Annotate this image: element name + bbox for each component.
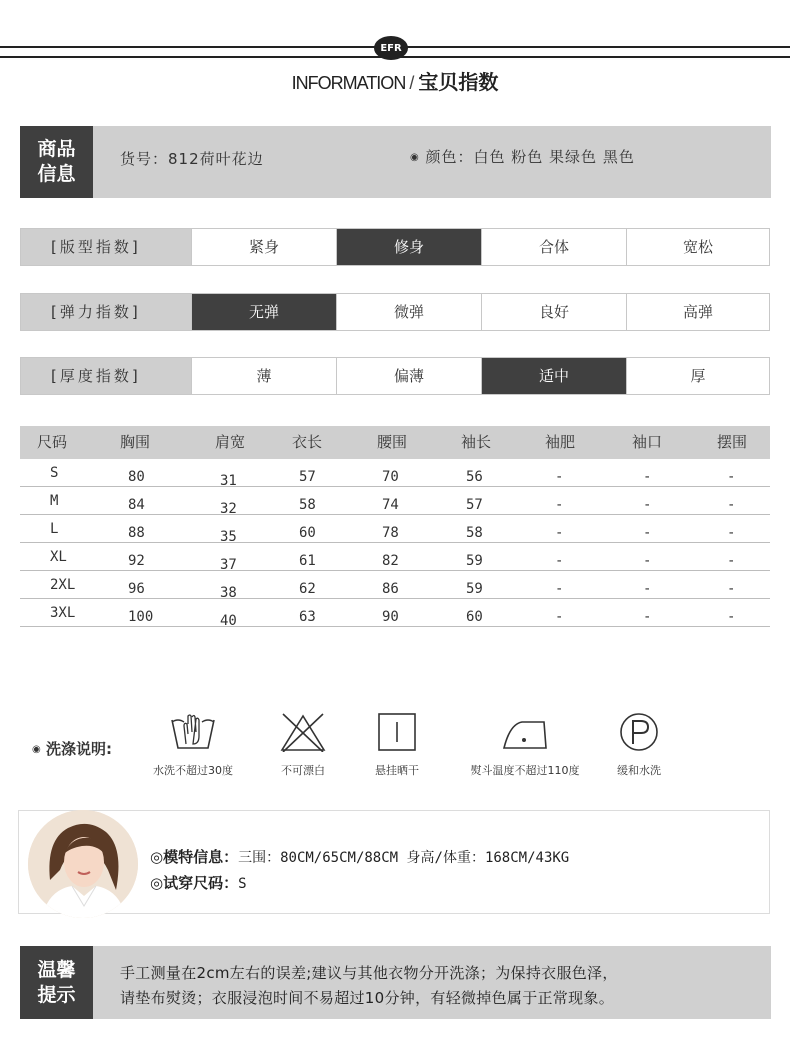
model-size-value: S [238,876,247,892]
wash-item-gentle [604,712,674,778]
cell-hem: - [727,525,736,541]
thickness-option-medium: 适中 [481,358,626,394]
cell-hem: - [727,497,736,513]
cell-hem: - [727,553,736,569]
cell-hem: - [727,581,736,597]
header-shoulder: 肩宽 [214,433,245,451]
thickness-index-row [20,357,770,395]
cell-shoulder: 38 [220,585,237,601]
wash-caption: 悬挂晒干 [375,764,419,777]
wash-caption: 缓和水洗 [617,764,661,777]
no-bleach-icon [278,712,328,752]
cell-cuff: - [643,609,652,625]
tips-line-2: 请垫布熨烫；衣服浸泡时间不易超过10分钟，有轻微掉色属于正常现象。 [120,989,614,1007]
cell-sleeve-length: 59 [466,581,483,597]
cell-sleeve-width: - [555,469,564,485]
cell-size: S [50,465,59,481]
hang-dry-icon [372,712,422,752]
model-photo [28,810,138,918]
cell-length: 61 [299,553,316,569]
cell-size: XL [50,549,67,565]
cell-waist: 90 [382,609,399,625]
header-chest: 胸围 [119,433,150,451]
wash-caption: 不可漂白 [281,764,325,777]
avatar [28,810,138,918]
section-title-en: INFORMATION [291,73,406,93]
cell-sleeve-width: - [555,609,564,625]
cell-length: 58 [299,497,316,513]
thickness-index-label: [厚度指数] [21,358,191,394]
wash-title-text: 洗涤说明: [45,740,112,758]
model-size-label: ◎试穿尺码： [150,874,239,892]
stretch-option-good: 良好 [481,294,626,330]
cell-size: M [50,493,59,509]
section-title [0,66,790,95]
header-size: 尺码 [36,433,67,451]
cell-sleeve-width: - [555,553,564,569]
iron-icon [500,712,550,752]
table-row [20,515,770,543]
section-title-cn: 宝贝指数 [418,70,499,94]
product-info-panel [20,126,771,198]
cell-size: 3XL [50,605,76,621]
cell-chest: 84 [128,497,145,513]
cell-cuff: - [643,469,652,485]
product-info-label [20,126,93,198]
cell-hem: - [727,609,736,625]
cell-size: 2XL [50,577,76,593]
tips-line-1: 手工测量在2cm左右的误差;建议与其他衣物分开洗涤；为保持衣服色泽， [120,964,618,982]
thickness-option-fairly-thin: 偏薄 [336,358,481,394]
section-title-separator: / [409,73,415,93]
model-size [150,872,247,893]
dry-clean-p-icon [614,712,664,752]
fit-option-slim: 修身 [336,229,481,265]
cell-chest: 100 [128,609,154,625]
cell-shoulder: 35 [220,529,237,545]
cell-sleeve-length: 58 [466,525,483,541]
header-hem: 摆围 [716,433,747,451]
cell-sleeve-width: - [555,525,564,541]
wash-caption: 熨斗温度不超过110度 [470,764,580,777]
thickness-option-thick: 厚 [626,358,769,394]
model-info [150,846,569,867]
cell-sleeve-width: - [555,581,564,597]
cell-chest: 92 [128,553,145,569]
fit-option-regular: 合体 [481,229,626,265]
cell-hem: - [727,469,736,485]
cell-shoulder: 40 [220,613,237,629]
cell-sleeve-width: - [555,497,564,513]
header-waist: 腰围 [376,433,407,451]
product-info-label-line1: 商品 [37,138,76,160]
cell-waist: 78 [382,525,399,541]
cell-cuff: - [643,553,652,569]
stretch-option-none: 无弹 [191,294,336,330]
wash-item-hand-wash [146,712,240,778]
cell-chest: 88 [128,525,145,541]
header-cuff: 袖口 [631,433,662,451]
wash-caption: 水洗不超过30度 [153,764,233,777]
brand-badge: EFR [374,36,408,60]
model-info-value: 三围：80CM/65CM/88CM 身高/体重：168CM/43KG [238,850,570,866]
cell-chest: 96 [128,581,145,597]
wash-item-iron [462,712,588,778]
cell-cuff: - [643,497,652,513]
stretch-index-label: [弹力指数] [21,294,191,330]
cell-waist: 70 [382,469,399,485]
fit-option-loose: 宽松 [626,229,769,265]
cell-length: 57 [299,469,316,485]
cell-sleeve-length: 60 [466,609,483,625]
product-colors [410,146,635,167]
fit-option-tight: 紧身 [191,229,336,265]
cell-waist: 86 [382,581,399,597]
cell-size: L [50,521,59,537]
cell-length: 63 [299,609,316,625]
model-info-label: ◎模特信息： [150,848,239,866]
size-table-header [20,426,770,459]
wash-item-hang-dry [360,712,434,778]
bullet-icon: ◉ [32,744,41,755]
cell-length: 60 [299,525,316,541]
table-row [20,571,770,599]
item-number: 货号：812荷叶花边 [120,150,264,168]
header-length: 衣长 [291,433,322,451]
table-row [20,459,770,487]
cell-chest: 80 [128,469,145,485]
cell-length: 62 [299,581,316,597]
hand-wash-icon [168,712,218,752]
tips-label-line1: 温馨 [37,958,76,981]
tips-label [20,946,93,1019]
tips-label-line2: 提示 [37,983,76,1006]
stretch-option-slight: 微弹 [336,294,481,330]
table-row [20,599,770,627]
cell-cuff: - [643,581,652,597]
header-sleeve-width: 袖肥 [544,433,575,451]
stretch-option-high: 高弹 [626,294,769,330]
cell-sleeve-length: 57 [466,497,483,513]
fit-index-row [20,228,770,266]
header-sleeve-length: 袖长 [460,433,491,451]
cell-cuff: - [643,525,652,541]
cell-waist: 82 [382,553,399,569]
wash-item-no-bleach [266,712,340,778]
cell-sleeve-length: 56 [466,469,483,485]
product-info-label-line2: 信息 [37,163,76,185]
table-row [20,487,770,515]
cell-waist: 74 [382,497,399,513]
cell-shoulder: 32 [220,501,237,517]
wash-title [32,738,112,759]
stretch-index-row [20,293,770,331]
bullet-icon: ◉ [410,152,420,163]
cell-sleeve-length: 59 [466,553,483,569]
table-row [20,543,770,571]
cell-shoulder: 31 [220,473,237,489]
thickness-option-thin: 薄 [191,358,336,394]
product-colors-text: 颜色：白色 粉色 果绿色 黑色 [425,148,635,166]
fit-index-label: [版型指数] [21,229,191,265]
tips-panel [20,946,771,1019]
cell-shoulder: 37 [220,557,237,573]
